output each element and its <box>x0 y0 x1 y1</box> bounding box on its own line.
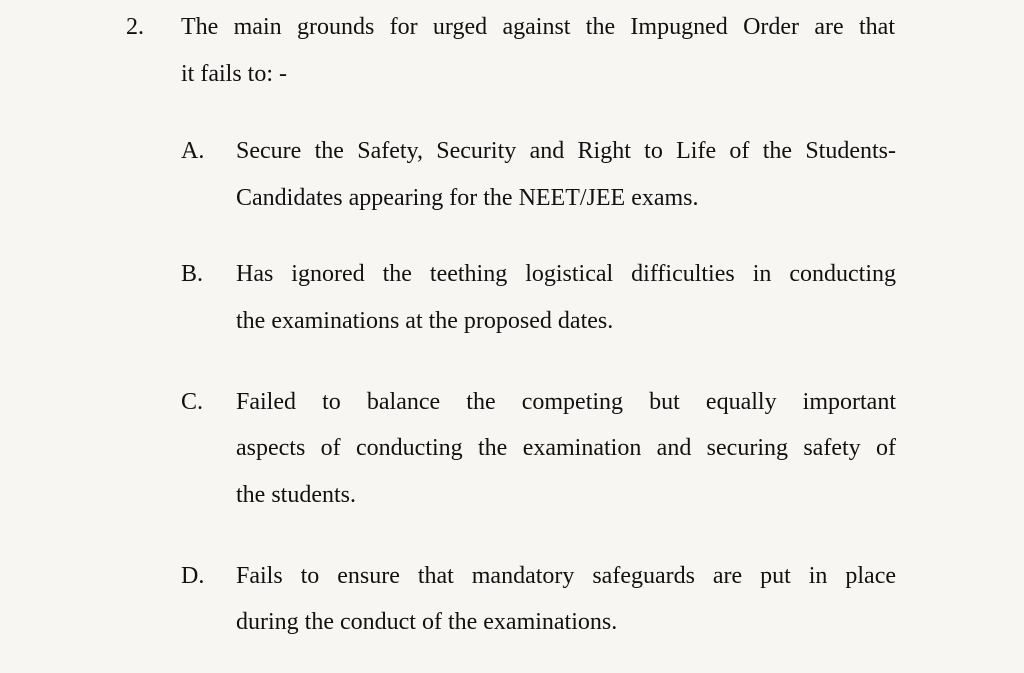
list-item-a-line-1: Secure the Safety, Security and Right to Life of the Students- <box>236 138 896 164</box>
list-item-b-line-2: the examinations at the proposed dates. <box>236 308 614 334</box>
list-item-c-line-2: aspects of conducting the examination and securing safety of <box>236 435 896 461</box>
list-item-marker-d: D. <box>181 563 205 589</box>
list-item-c-line-1: Failed to balance the competing but equally important <box>236 389 896 415</box>
paragraph-line-2: it fails to: - <box>181 61 287 87</box>
list-item-a-line-2: Candidates appearing for the NEET/JEE exams. <box>236 185 699 211</box>
list-item-c-line-3: the students. <box>236 482 356 508</box>
paragraph-number: 2. <box>126 14 144 40</box>
list-item-d-line-2: during the conduct of the examinations. <box>236 609 618 635</box>
list-item-marker-c: C. <box>181 389 204 415</box>
list-item-b-line-1: Has ignored the teething logistical difficulties in conducting <box>236 261 896 287</box>
paragraph-line-1: The main grounds for urged against the Impugned Order are that <box>181 14 895 40</box>
list-item-marker-a: A. <box>181 138 205 164</box>
list-item-d-line-1: Fails to ensure that mandatory safeguards are put in place <box>236 563 896 589</box>
list-item-marker-b: B. <box>181 261 204 287</box>
